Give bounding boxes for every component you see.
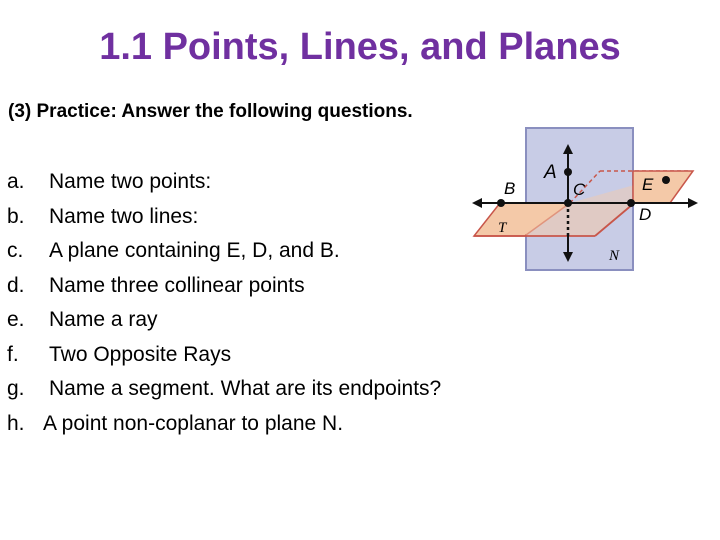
question-item [7, 168, 441, 203]
question-item [7, 306, 441, 341]
label-e: E [642, 175, 654, 194]
question-item [7, 237, 441, 272]
point-b [497, 199, 505, 207]
question-letter: e. [7, 308, 25, 331]
question-letter: d. [7, 273, 25, 297]
label-plane-n: N [609, 248, 620, 264]
question-item [7, 203, 441, 238]
practice-heading: (3) Practice: Answer the following questions. [8, 101, 413, 122]
label-c: C [573, 180, 586, 199]
question-letter: c. [7, 239, 24, 262]
question-item [7, 272, 441, 307]
label-d: D [639, 205, 652, 224]
label-plane-t: T [498, 220, 507, 236]
question-text: A point non-coplanar to plane N. [43, 411, 344, 435]
line-bd-arrow-right [688, 198, 698, 208]
question-text: Two Opposite Rays [49, 342, 232, 366]
question-text: Name a ray [49, 308, 158, 331]
point-c [564, 199, 572, 207]
label-b: B [504, 179, 516, 198]
planes-figure [470, 120, 700, 280]
question-letter: h. [7, 411, 25, 435]
question-text: A plane containing E, D, and B. [49, 239, 340, 262]
question-text: Name a segment. What are its endpoints? [49, 377, 442, 400]
question-text: Name three collinear points [49, 273, 305, 297]
point-a [564, 168, 572, 176]
question-letter: g. [7, 377, 25, 400]
question-item [7, 410, 441, 445]
point-d [627, 199, 635, 207]
line-bd-arrow-left [472, 198, 482, 208]
planes-diagram [470, 120, 700, 280]
question-letter: f. [7, 342, 19, 366]
question-text: Name two points: [49, 170, 212, 193]
question-text: Name two lines: [49, 204, 199, 228]
question-item [7, 375, 441, 410]
question-letter: a. [7, 170, 25, 193]
question-item [7, 341, 441, 376]
question-letter: b. [7, 204, 25, 228]
slide-title: 1.1 Points, Lines, and Planes [99, 26, 621, 68]
label-a: A [544, 162, 557, 183]
question-list [7, 168, 441, 444]
point-e [662, 176, 670, 184]
